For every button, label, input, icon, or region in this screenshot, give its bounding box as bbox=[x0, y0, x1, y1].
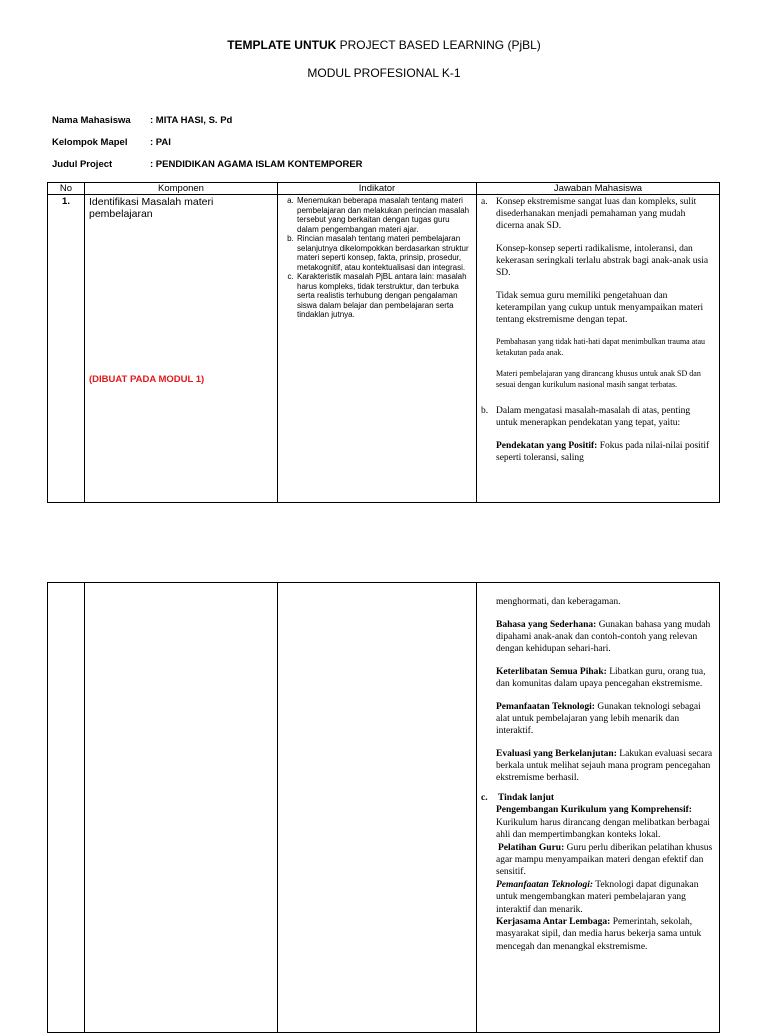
meta-nama: Nama Mahasiswa : MITA HASI, S. Pd bbox=[52, 115, 233, 126]
table-row bbox=[48, 583, 720, 1033]
header-indikator: Indikator bbox=[278, 183, 477, 195]
list-marker: a. bbox=[481, 197, 488, 207]
modul-note: (DIBUAT PADA MODUL 1) bbox=[89, 374, 205, 385]
header-komponen: Komponen bbox=[85, 183, 278, 195]
komponen-cell bbox=[85, 583, 278, 1033]
answer-paragraph: Bahasa yang Sederhana: Gunakan bahasa yang mudah dipahami anak-anak dan contoh-contoh yang relevan dengan kehidupan sehari-hari. bbox=[496, 620, 711, 654]
meta-kelompok: Kelompok Mapel : PAI bbox=[52, 137, 171, 148]
list-item: a. Menemukan beberapa masalah tentang materi pembelajaran dan melakukan perincian masalah tersebut yang berkaitan dengan tugas guru dalam pengembangan materi ajar. bbox=[296, 196, 473, 234]
document-subtitle: MODUL PROFESIONAL K-1 bbox=[307, 66, 461, 80]
project-table bbox=[47, 182, 720, 503]
answer-paragraph: Materi pembelajaran yang dirancang khusus untuk anak SD dan sesuai dengan kurikulum nasional masih sangat terbatas. bbox=[496, 369, 701, 389]
komponen-cell bbox=[85, 195, 278, 503]
list-item: b. Rincian masalah tentang materi pembelajaran selanjutnya dikelompokkan berdasarkan struktur materi seperti konsep, fakta, prinsip, prosedur, metakognitif, atau kontektualisasi dan integrasi. bbox=[296, 234, 473, 272]
list-item: c. Karakteristik masalah PjBL antara lain: masalah harus kompleks, tidak terstruktur, dan terbuka serta realistis terhubung dengan pengalaman siswa dalam belajar dan pembelajaran serta tindaklan jutnya. bbox=[296, 272, 473, 320]
table-row bbox=[48, 195, 720, 503]
answer-paragraph: Tidak semua guru memiliki pengetahuan dan keterampilan yang cukup untuk menyampaikan materi tentang ekstremisme dengan tepat. bbox=[496, 291, 704, 325]
komponen-text: Identifikasi Masalah materi pembelajaran bbox=[89, 196, 214, 220]
answer-paragraph: Konsep-konsep seperti radikalisme, intoleransi, dan kekerasan seringkali terlalu abstrak bagi anak-anak usia SD. bbox=[496, 244, 709, 278]
answer-paragraph: Dalam mengatasi masalah-masalah di atas, penting untuk menerapkan pendekatan yang tepat, yaitu: bbox=[496, 406, 691, 428]
indikator-list bbox=[278, 195, 476, 320]
answer-paragraph: Evaluasi yang Berkelanjutan: Lakukan evaluasi secara berkala untuk melihat sejauh mana program pencegahan ekstremisme berhasil. bbox=[496, 749, 713, 783]
project-table-continued bbox=[47, 582, 720, 1033]
no-cell bbox=[48, 583, 85, 1033]
answer-paragraph: Pemanfaatan Teknologi: Teknologi dapat digunakan untuk mengembangkan materi pembelajaran yang interaktif dan menarik. bbox=[496, 879, 699, 915]
header-jawaban: Jawaban Mahasiswa bbox=[477, 183, 720, 195]
answer-paragraph: Pemanfaatan Teknologi: Gunakan teknologi sebagai alat untuk pembelajaran yang lebih menarik dan interaktif. bbox=[496, 702, 701, 736]
document-title: TEMPLATE UNTUK PROJECT BASED LEARNING (PjBL) bbox=[227, 38, 541, 52]
answer-paragraph: Kerjasama Antar Lembaga: Pemerintah, sekolah, masyarakat sipil, dan media harus bekerja sama untuk mencegah dan menangkal ekstremisme. bbox=[496, 917, 702, 952]
list-marker: b. bbox=[481, 406, 489, 416]
answer-paragraph: Pembahasan yang tidak hati-hati dapat menimbulkan trauma atau ketakutan pada anak. bbox=[496, 337, 706, 357]
answer-paragraph: Pengembangan Kurikulum yang Komprehensif: Kurikulum harus dirancang dengan melibatkan berbagai ahli dan mempertimbangkan konteks lokal. bbox=[496, 805, 710, 841]
indikator-cell bbox=[278, 195, 477, 503]
jawaban-cell bbox=[477, 195, 720, 503]
indikator-cell bbox=[278, 583, 477, 1033]
answer-heading: Tindak lanjut bbox=[498, 793, 555, 803]
answer-paragraph: Pendekatan yang Positif: Fokus pada nilai-nilai positif seperti toleransi, saling bbox=[496, 441, 710, 463]
answer-paragraph: menghormati, dan keberagaman. bbox=[496, 597, 621, 607]
answer-paragraph: Konsep ekstremisme sangat luas dan kompleks, sulit disederhanakan menjadi pemahaman yang mudah dicerna anak SD. bbox=[496, 197, 697, 231]
answer-paragraph: Keterlibatan Semua Pihak: Libatkan guru, orang tua, dan komunitas dalam upaya pencegahan ekstremisme. bbox=[496, 667, 706, 689]
row-number: 1. bbox=[48, 195, 85, 503]
list-marker: c. bbox=[481, 793, 488, 803]
meta-judul: Judul Project : PENDIDIKAN AGAMA ISLAM KONTEMPORER bbox=[52, 159, 363, 170]
jawaban-cell bbox=[477, 583, 720, 1033]
answer-paragraph: Pelatihan Guru: Guru perlu diberikan pelatihan khusus agar mampu menyampaikan materi dengan efektif dan sensitif. bbox=[496, 842, 713, 878]
header-no: No bbox=[48, 183, 85, 195]
table-header-row bbox=[48, 183, 720, 195]
